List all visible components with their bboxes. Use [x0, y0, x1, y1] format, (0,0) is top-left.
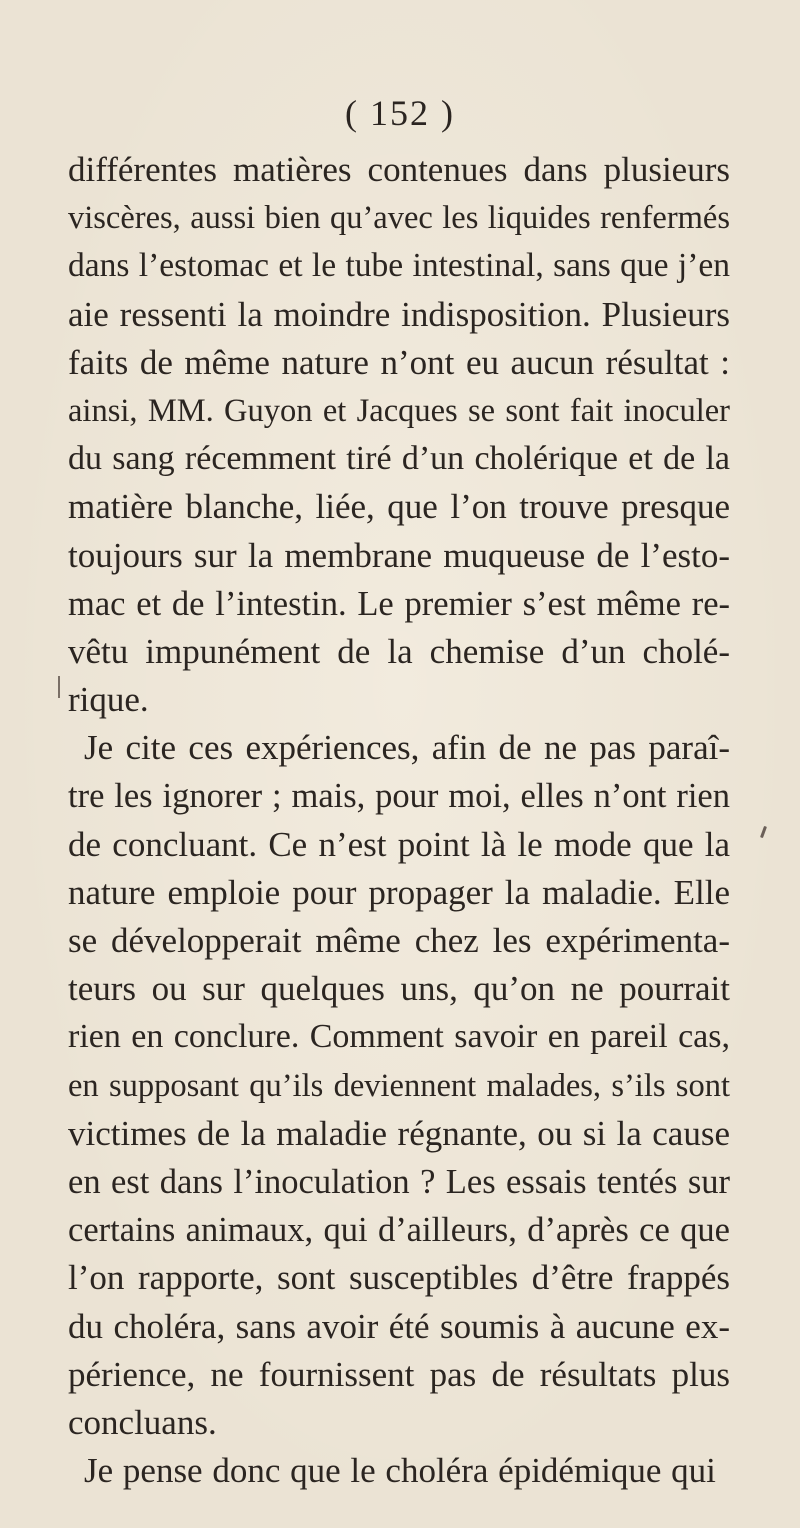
text-line: différentes matières contenues dans plusieurs	[68, 150, 730, 189]
text-line: teurs ou sur quelques uns, qu’on ne pourrait	[68, 969, 730, 1009]
text-line: rique.	[68, 680, 149, 720]
text-line: faits de même nature n’ont eu aucun résultat :	[68, 342, 730, 382]
text-line: victimes de la maladie régnante, ou si la cause	[68, 1113, 730, 1153]
text-line: en supposant qu’ils deviennent malades, s’ils sont	[68, 1067, 730, 1104]
text-line: l’on rapporte, sont susceptibles d’être frappés	[68, 1258, 730, 1298]
page-number: ( 152 )	[345, 93, 455, 133]
text-line: Je pense donc que le choléra épidémique qui	[84, 1451, 716, 1491]
margin-mark-right	[760, 826, 767, 838]
text-line: du choléra, sans avoir été soumis à aucune ex-	[68, 1306, 730, 1346]
text-line: périence, ne fournissent pas de résultats plus	[68, 1354, 730, 1394]
margin-mark-left	[58, 676, 60, 698]
text-line: de concluant. Ce n’est point là le mode que la	[68, 824, 730, 864]
text-line: matière blanche, liée, que l’on trouve presque	[68, 487, 730, 527]
text-line: mac et de l’intestin. Le premier s’est même re-	[68, 584, 730, 623]
text-line: aie ressenti la moindre indisposition. Plusieurs	[68, 294, 730, 334]
text-line: ainsi, MM. Guyon et Jacques se sont fait inoculer	[68, 392, 730, 429]
text-line: toujours sur la membrane muqueuse de l’esto-	[68, 535, 730, 575]
text-line: dans l’estomac et le tube intestinal, sans que j’en	[68, 247, 730, 285]
text-line: rien en conclure. Comment savoir en pareil cas,	[68, 1018, 730, 1056]
text-line: tre les ignorer ; mais, pour moi, elles n’ont rien	[68, 777, 730, 816]
text-line: viscères, aussi bien qu’avec les liquides renfermés	[68, 200, 730, 237]
text-line: se développerait même chez les expérimenta-	[68, 921, 730, 960]
text-line: Je cite ces expériences, afin de ne pas paraî-	[84, 728, 730, 768]
text-line: du sang récemment tiré d’un cholérique et de la	[68, 440, 730, 478]
body-text	[68, 146, 730, 1495]
text-line: nature emploie pour propager la maladie. Elle	[68, 872, 730, 912]
text-line: vêtu impunément de la chemise d’un cholé-	[68, 631, 730, 671]
text-line: certains animaux, qui d’ailleurs, d’après ce que	[68, 1211, 730, 1250]
text-line: en est dans l’inoculation ? Les essais tentés sur	[68, 1162, 730, 1201]
text-line: concluans.	[68, 1402, 217, 1442]
